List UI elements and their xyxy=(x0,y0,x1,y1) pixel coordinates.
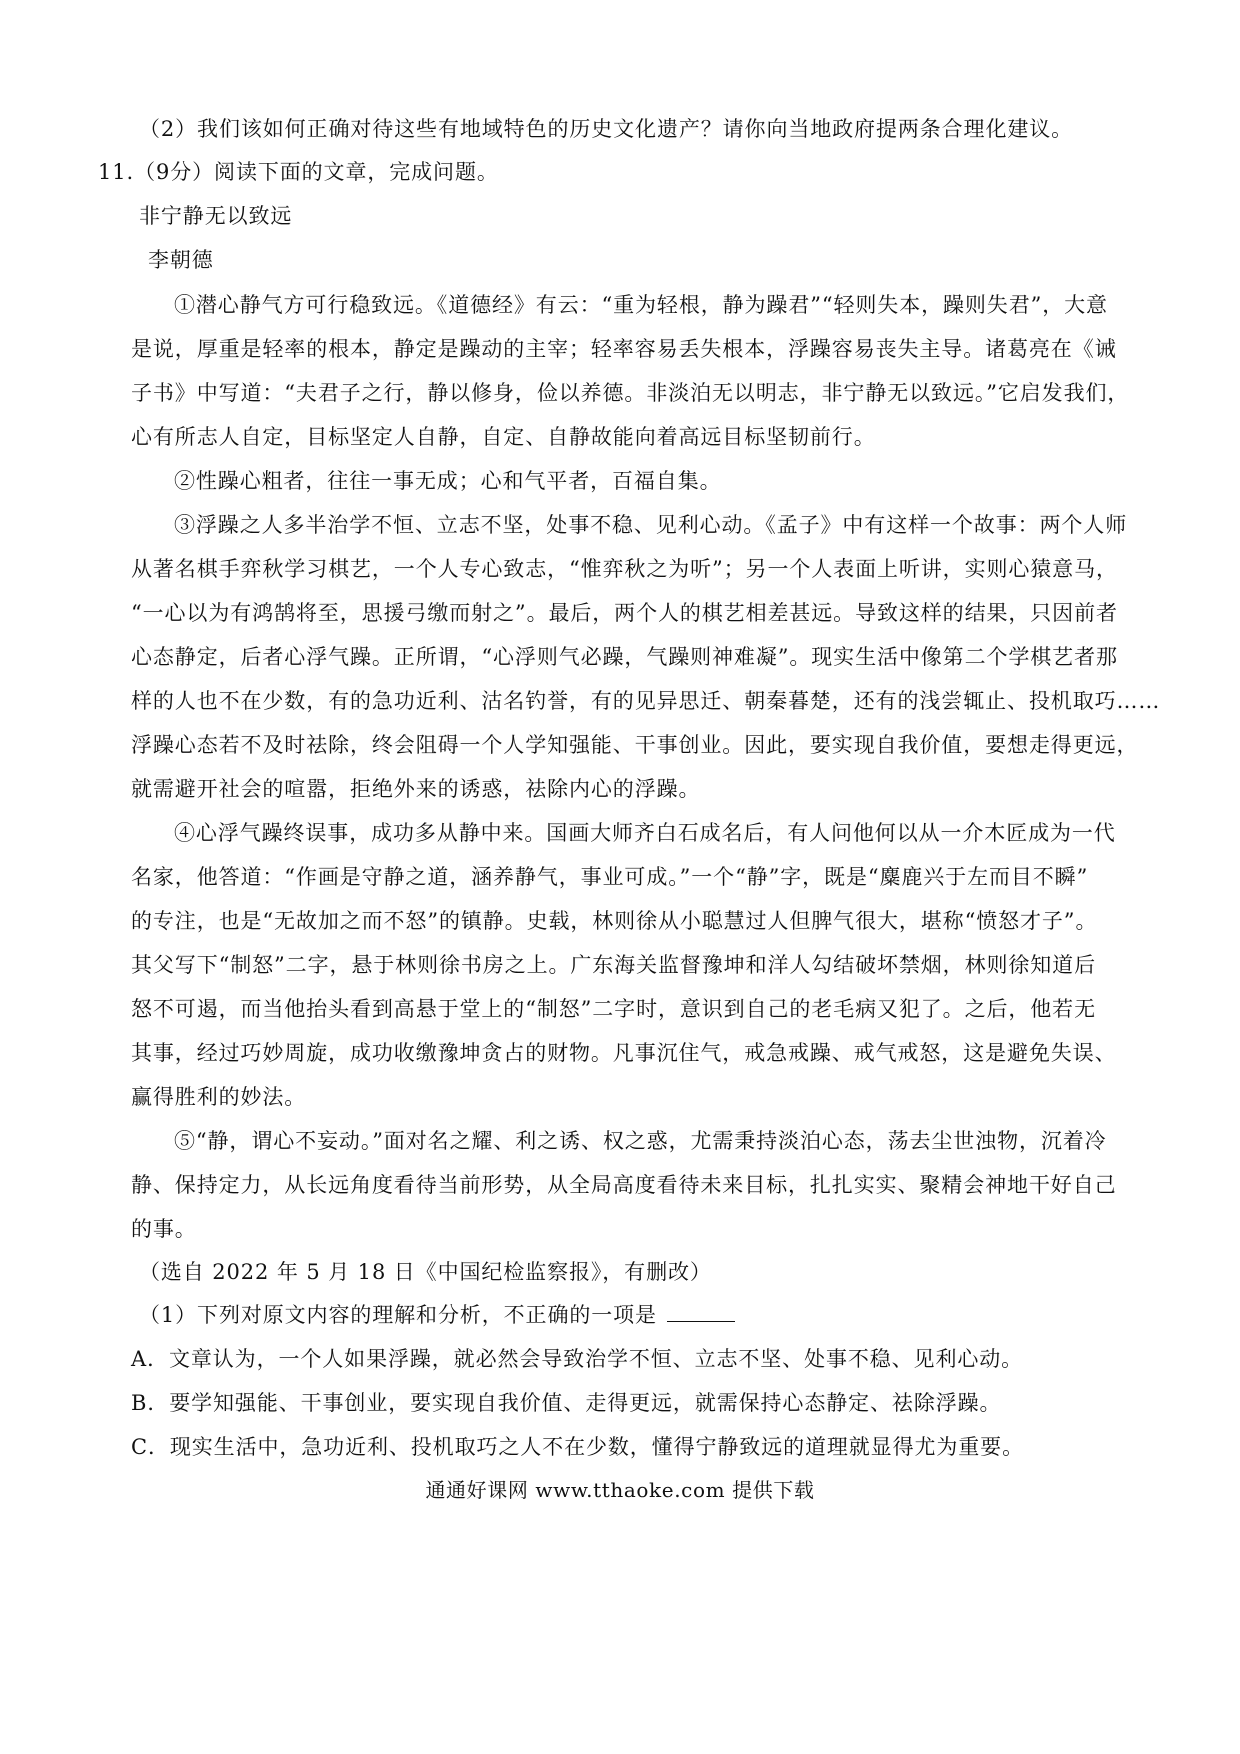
page-footer: 通通好课网 www.tthaoke.com 提供下载 xyxy=(425,1478,815,1502)
answer-blank xyxy=(667,1301,735,1322)
paragraph-1-line: 子书》中写道：“夫君子之行，静以修身，俭以养德。非淡泊无以明志，非宁静无以致远。”它启发我们， xyxy=(131,381,1130,405)
paragraph-3-line: 心态静定，后者心浮气躁。正所谓，“心浮则气必躁，气躁则神难凝”。现实生活中像第二个学棋艺者那 xyxy=(131,645,1118,669)
paragraph-3-line: 样的人也不在少数，有的急功近利、沽名钓誉，有的见异思迁、朝秦暮楚，还有的浅尝辄止、投机取巧…… xyxy=(131,689,1161,713)
paragraph-3-line: 从著名棋手弈秋学习棋艺，一个人专心致志，“惟弈秋之为听”；另一个人表面上听讲，实则心猿意马， xyxy=(131,557,1118,581)
paragraph-4-line: 其事，经过巧妙周旋，成功收缴豫坤贪占的财物。凡事沉住气，戒急戒躁、戒气戒怒，这是避免失误、 xyxy=(131,1041,1117,1065)
paragraph-2-line: ②性躁心粗者，往往一事无成；心和气平者，百福自集。 xyxy=(174,469,722,493)
paragraph-1-line: 心有所志人自定，目标坚定人自静，自定、自静故能向着高远目标坚韧前行。 xyxy=(131,425,876,449)
option-b: B．要学知强能、干事创业，要实现自我价值、走得更远，就需保持心态静定、祛除浮躁。 xyxy=(131,1391,1002,1415)
paragraph-4-line: 名家，他答道：“作画是守静之道，涵养静气，事业可成。”一个“静”字，既是“麋鹿兴于左而目不瞬” xyxy=(131,865,1089,889)
option-a: A．文章认为，一个人如果浮躁，就必然会导致治学不恒、立志不坚、处事不稳、见利心动。 xyxy=(131,1347,1024,1371)
paragraph-3-line: 浮躁心态若不及时祛除，终会阻碍一个人学知强能、干事创业。因此，要实现自我价值，要想走得更远， xyxy=(131,733,1139,757)
paragraph-5-line: ⑤“静，谓心不妄动。”面对名之耀、利之诱、权之惑，尤需秉持淡泊心态，荡去尘世浊物，沉着冷 xyxy=(174,1129,1107,1153)
paragraph-5-line: 的事。 xyxy=(131,1217,197,1241)
prev-question-sub2: （2）我们该如何正确对待这些有地域特色的历史文化遗产？请你向当地政府提两条合理化建议。 xyxy=(139,117,1074,141)
paragraph-3-line: ③浮躁之人多半治学不恒、立志不坚，处事不稳、见利心动。《孟子》中有这样一个故事：两个人师 xyxy=(174,513,1128,537)
article-author: 李朝德 xyxy=(148,248,214,272)
paragraph-3-line: “一心以为有鸿鹄将至，思援弓缴而射之”。最后，两个人的棋艺相差甚远。导致这样的结果，只因前者 xyxy=(131,601,1118,625)
paragraph-4-line: 其父写下“制怒”二字，悬于林则徐书房之上。广东海关监督豫坤和洋人勾结破坏禁烟，林则徐知道后 xyxy=(131,953,1096,977)
article-title: 非宁静无以致远 xyxy=(139,204,293,228)
sub-question-1-prompt: （1）下列对原文内容的理解和分析，不正确的一项是 xyxy=(139,1303,657,1327)
paragraph-1-line: ①潜心静气方可行稳致远。《道德经》有云：“重为轻根，静为躁君”“轻则失本，躁则失君”，大意 xyxy=(174,293,1108,317)
paragraph-3-line: 就需避开社会的喧嚣，拒绝外来的诱惑，祛除内心的浮躁。 xyxy=(131,777,701,801)
paragraph-4-line: 怒不可遏，而当他抬头看到高悬于堂上的“制怒”二字时，意识到自己的老毛病又犯了。之后，他若无 xyxy=(131,997,1096,1021)
paragraph-1-line: 是说，厚重是轻率的根本，静定是躁动的主宰；轻率容易丢失根本，浮躁容易丧失主导。诸葛亮在《诫 xyxy=(131,337,1117,361)
paragraph-5-line: 静、保持定力，从长远角度看待当前形势，从全局高度看待未来目标，扎扎实实、聚精会神地干好自己 xyxy=(131,1173,1117,1197)
article-source: （选自 2022 年 5 月 18 日《中国纪检监察报》，有删改） xyxy=(139,1260,712,1284)
sub-question-1 xyxy=(139,1300,735,1330)
question-11-stem: 11.（9分）阅读下面的文章，完成问题。 xyxy=(98,160,499,184)
paragraph-4-line: 的专注，也是“无故加之而不怒”的镇静。史载，林则徐从小聪慧过人但脾气很大，堪称“愤怒才子”。 xyxy=(131,909,1098,933)
paragraph-4-line: ④心浮气躁终误事，成功多从静中来。国画大师齐白石成名后，有人问他何以从一介木匠成为一代 xyxy=(174,821,1116,845)
option-c: C．现实生活中，急功近利、投机取巧之人不在少数，懂得宁静致远的道理就显得尤为重要。 xyxy=(131,1435,1024,1459)
paragraph-4-line: 赢得胜利的妙法。 xyxy=(131,1085,307,1109)
